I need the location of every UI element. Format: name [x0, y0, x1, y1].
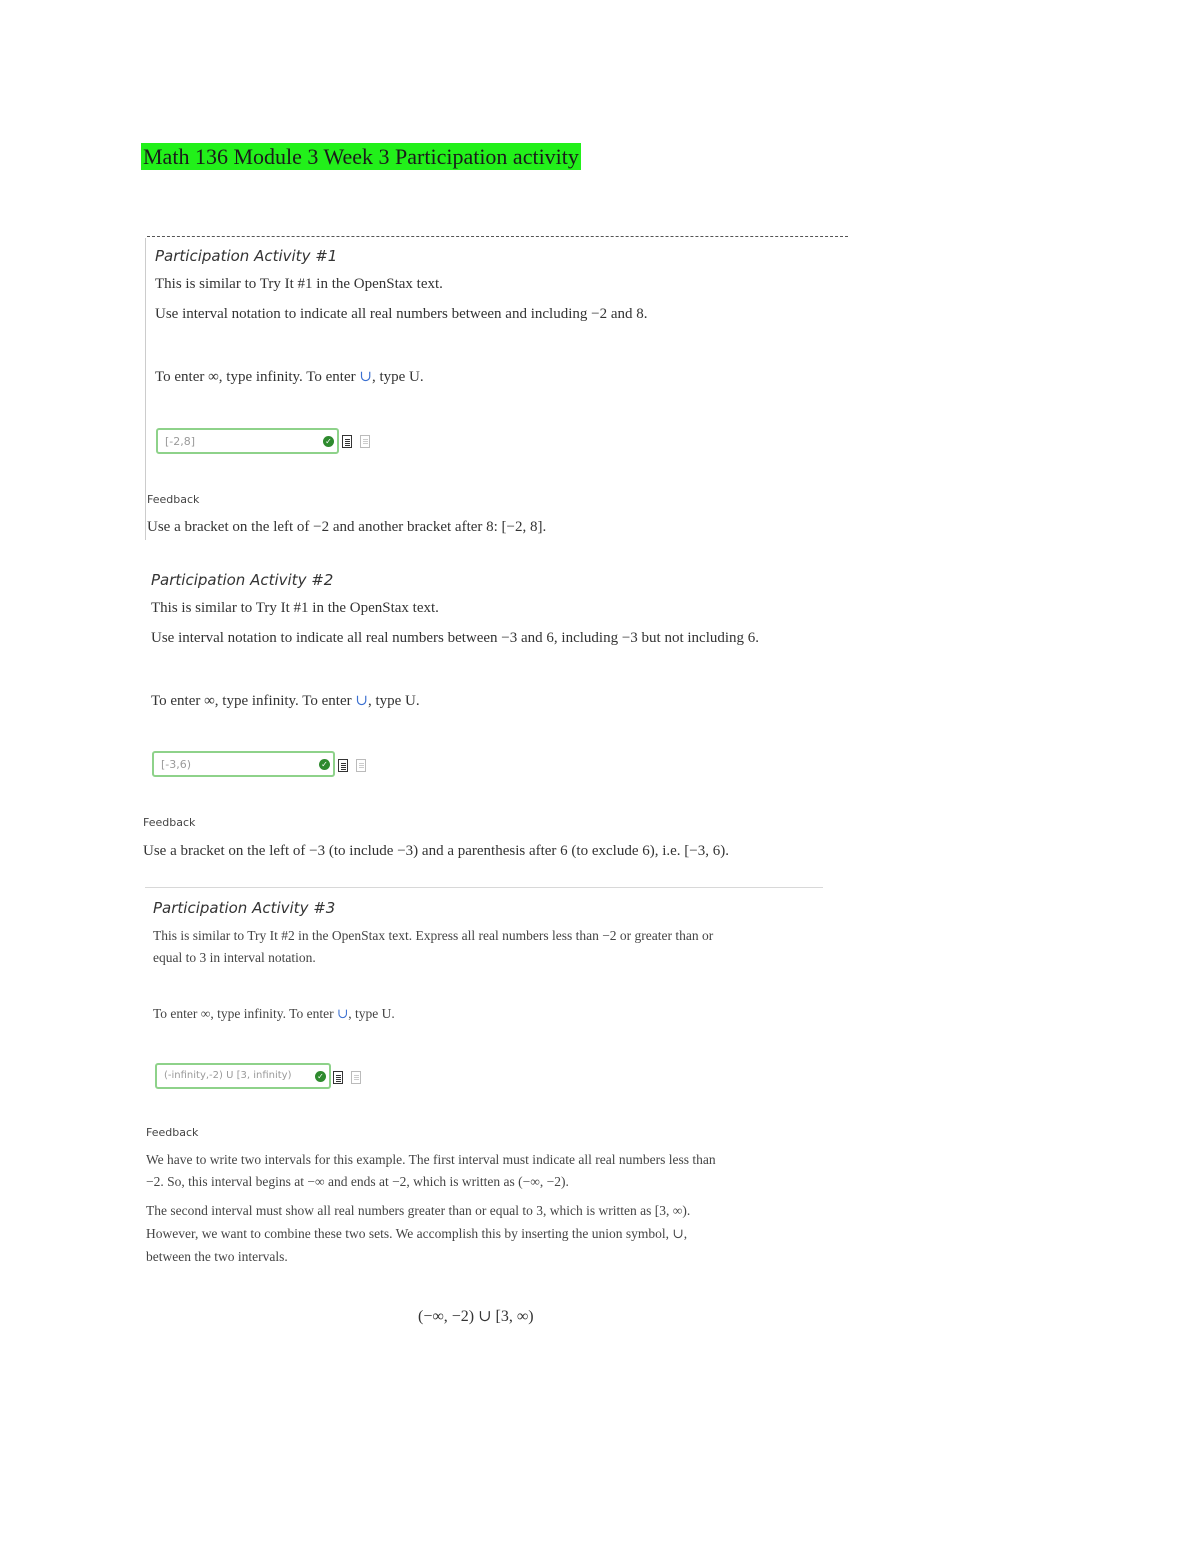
instructions-text-2: , type U.	[371, 369, 424, 385]
solution-document-icon[interactable]	[342, 435, 352, 448]
instructions-text-2: , type U.	[348, 1006, 395, 1021]
union-symbol: ∪	[336, 1006, 349, 1021]
answer-value: [-2,8]	[165, 435, 196, 448]
activity-2-feedback-label: Feedback	[143, 816, 196, 829]
activity-1-answer-field[interactable]	[156, 428, 339, 454]
instructions-text-1: To enter ∞, type infinity. To enter	[153, 1006, 337, 1021]
correct-check-icon: ✓	[315, 1071, 326, 1082]
activity-2-intro: This is similar to Try It #1 in the OpenStax text.	[151, 600, 439, 616]
activity-1-left-border	[145, 238, 146, 540]
blank-document-icon[interactable]	[360, 435, 370, 448]
activity-3-feedback-label: Feedback	[146, 1126, 199, 1139]
union-symbol: ∪	[355, 693, 368, 709]
blank-document-icon[interactable]	[356, 759, 366, 772]
blank-document-icon[interactable]	[351, 1071, 361, 1084]
activity-2-instructions	[151, 691, 420, 710]
activity-3-feedback-line: The second interval must show all real numbers greater than or equal to 3, which is written as [3, ∞).	[146, 1203, 691, 1218]
answer-value: (-infinity,-2) U [3, infinity)	[164, 1070, 292, 1081]
union-symbol: ∪	[359, 369, 372, 385]
activity-2-question: Use interval notation to indicate all real numbers between −3 and 6, including −3 but not including 6.	[151, 630, 760, 646]
activity-3-feedback-line: However, we want to combine these two sets. We accomplish this by inserting the union symbol, ∪,	[146, 1226, 688, 1241]
activity-3-instructions	[153, 1006, 395, 1022]
activity-2-answer-field[interactable]	[152, 751, 335, 777]
instructions-text-2: , type U.	[367, 693, 420, 709]
final-answer-formula: (−∞, −2) ∪ [3, ∞)	[418, 1308, 534, 1325]
dotted-divider	[147, 236, 848, 237]
activity-3-intro-line-1: This is similar to Try It #2 in the OpenStax text. Express all real numbers less than −2 or greater than or	[153, 928, 714, 943]
activity-3-intro-line-2: equal to 3 in interval notation.	[153, 950, 316, 965]
answer-value: [-3,6)	[161, 758, 192, 771]
activity-1-heading: Participation Activity #1	[155, 247, 338, 265]
correct-check-icon: ✓	[323, 436, 334, 447]
activity-3-heading: Participation Activity #3	[153, 899, 336, 917]
solution-document-icon[interactable]	[333, 1071, 343, 1084]
activity-3-top-divider	[145, 887, 823, 888]
instructions-text-1: To enter ∞, type infinity. To enter	[155, 369, 360, 385]
activity-3-feedback-line: between the two intervals.	[146, 1249, 288, 1264]
correct-check-icon: ✓	[319, 759, 330, 770]
activity-1-question: Use interval notation to indicate all real numbers between and including −2 and 8.	[155, 306, 648, 322]
activity-2-feedback: Use a bracket on the left of −3 (to include −3) and a parenthesis after 6 (to exclude 6), i.e. [−3, 6).	[143, 843, 729, 859]
document-title: Math 136 Module 3 Week 3 Participation activity	[143, 144, 579, 169]
activity-2-heading: Participation Activity #2	[151, 571, 334, 589]
instructions-text-1: To enter ∞, type infinity. To enter	[151, 693, 356, 709]
activity-3-feedback-line: −2. So, this interval begins at −∞ and ends at −2, which is written as (−∞, −2).	[146, 1174, 569, 1189]
activity-1-feedback: Use a bracket on the left of −2 and another bracket after 8: [−2, 8].	[147, 519, 547, 535]
activity-1-feedback-label: Feedback	[147, 493, 200, 506]
activity-1-instructions	[155, 367, 424, 386]
activity-3-answer-field[interactable]	[155, 1063, 331, 1089]
solution-document-icon[interactable]	[338, 759, 348, 772]
activity-3-feedback-line: We have to write two intervals for this example. The first interval must indicate all real numbers less than	[146, 1152, 716, 1167]
activity-1-intro: This is similar to Try It #1 in the OpenStax text.	[155, 276, 443, 292]
